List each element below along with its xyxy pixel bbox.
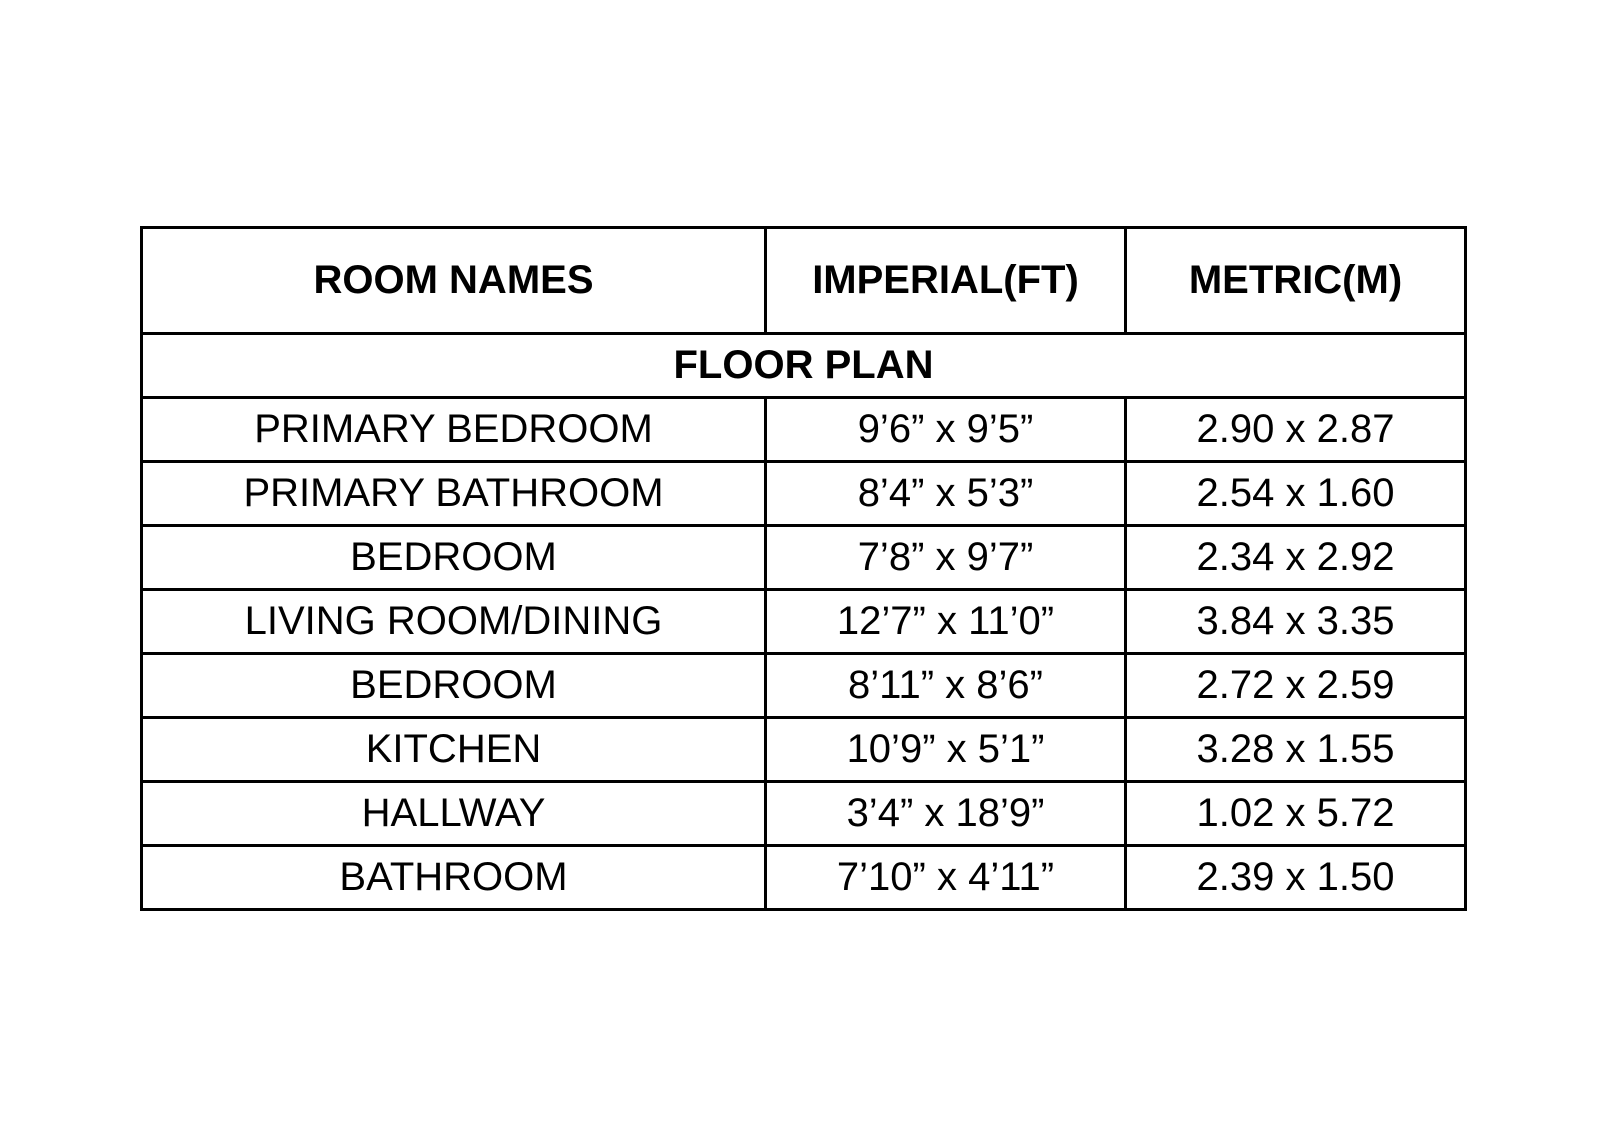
- room-name-cell: KITCHEN: [142, 718, 766, 782]
- metric-cell: 2.90 x 2.87: [1126, 398, 1466, 462]
- room-name-cell: BATHROOM: [142, 846, 766, 910]
- metric-cell: 1.02 x 5.72: [1126, 782, 1466, 846]
- metric-cell: 2.54 x 1.60: [1126, 462, 1466, 526]
- header-room-names: ROOM NAMES: [142, 228, 766, 334]
- room-dimensions-table: [140, 226, 1467, 911]
- header-metric: METRIC(M): [1126, 228, 1466, 334]
- room-name-cell: PRIMARY BATHROOM: [142, 462, 766, 526]
- imperial-cell: 12’7” x 11’0”: [766, 590, 1126, 654]
- room-name-cell: BEDROOM: [142, 526, 766, 590]
- section-title: FLOOR PLAN: [142, 334, 1466, 398]
- room-name-cell: LIVING ROOM/DINING: [142, 590, 766, 654]
- imperial-cell: 8’11” x 8’6”: [766, 654, 1126, 718]
- room-name-cell: BEDROOM: [142, 654, 766, 718]
- header-imperial: IMPERIAL(FT): [766, 228, 1126, 334]
- imperial-cell: 7’10” x 4’11”: [766, 846, 1126, 910]
- metric-cell: 2.39 x 1.50: [1126, 846, 1466, 910]
- table-row: [142, 654, 1466, 718]
- table-row: [142, 718, 1466, 782]
- table-row: [142, 590, 1466, 654]
- table-row: [142, 846, 1466, 910]
- imperial-cell: 9’6” x 9’5”: [766, 398, 1126, 462]
- header-row: [142, 228, 1466, 334]
- imperial-cell: 8’4” x 5’3”: [766, 462, 1126, 526]
- room-name-cell: HALLWAY: [142, 782, 766, 846]
- table-row: [142, 462, 1466, 526]
- table-row: [142, 398, 1466, 462]
- metric-cell: 3.84 x 3.35: [1126, 590, 1466, 654]
- imperial-cell: 10’9” x 5’1”: [766, 718, 1126, 782]
- metric-cell: 2.34 x 2.92: [1126, 526, 1466, 590]
- room-name-cell: PRIMARY BEDROOM: [142, 398, 766, 462]
- table-row: [142, 782, 1466, 846]
- section-row: [142, 334, 1466, 398]
- metric-cell: 2.72 x 2.59: [1126, 654, 1466, 718]
- imperial-cell: 7’8” x 9’7”: [766, 526, 1126, 590]
- metric-cell: 3.28 x 1.55: [1126, 718, 1466, 782]
- imperial-cell: 3’4” x 18’9”: [766, 782, 1126, 846]
- table-row: [142, 526, 1466, 590]
